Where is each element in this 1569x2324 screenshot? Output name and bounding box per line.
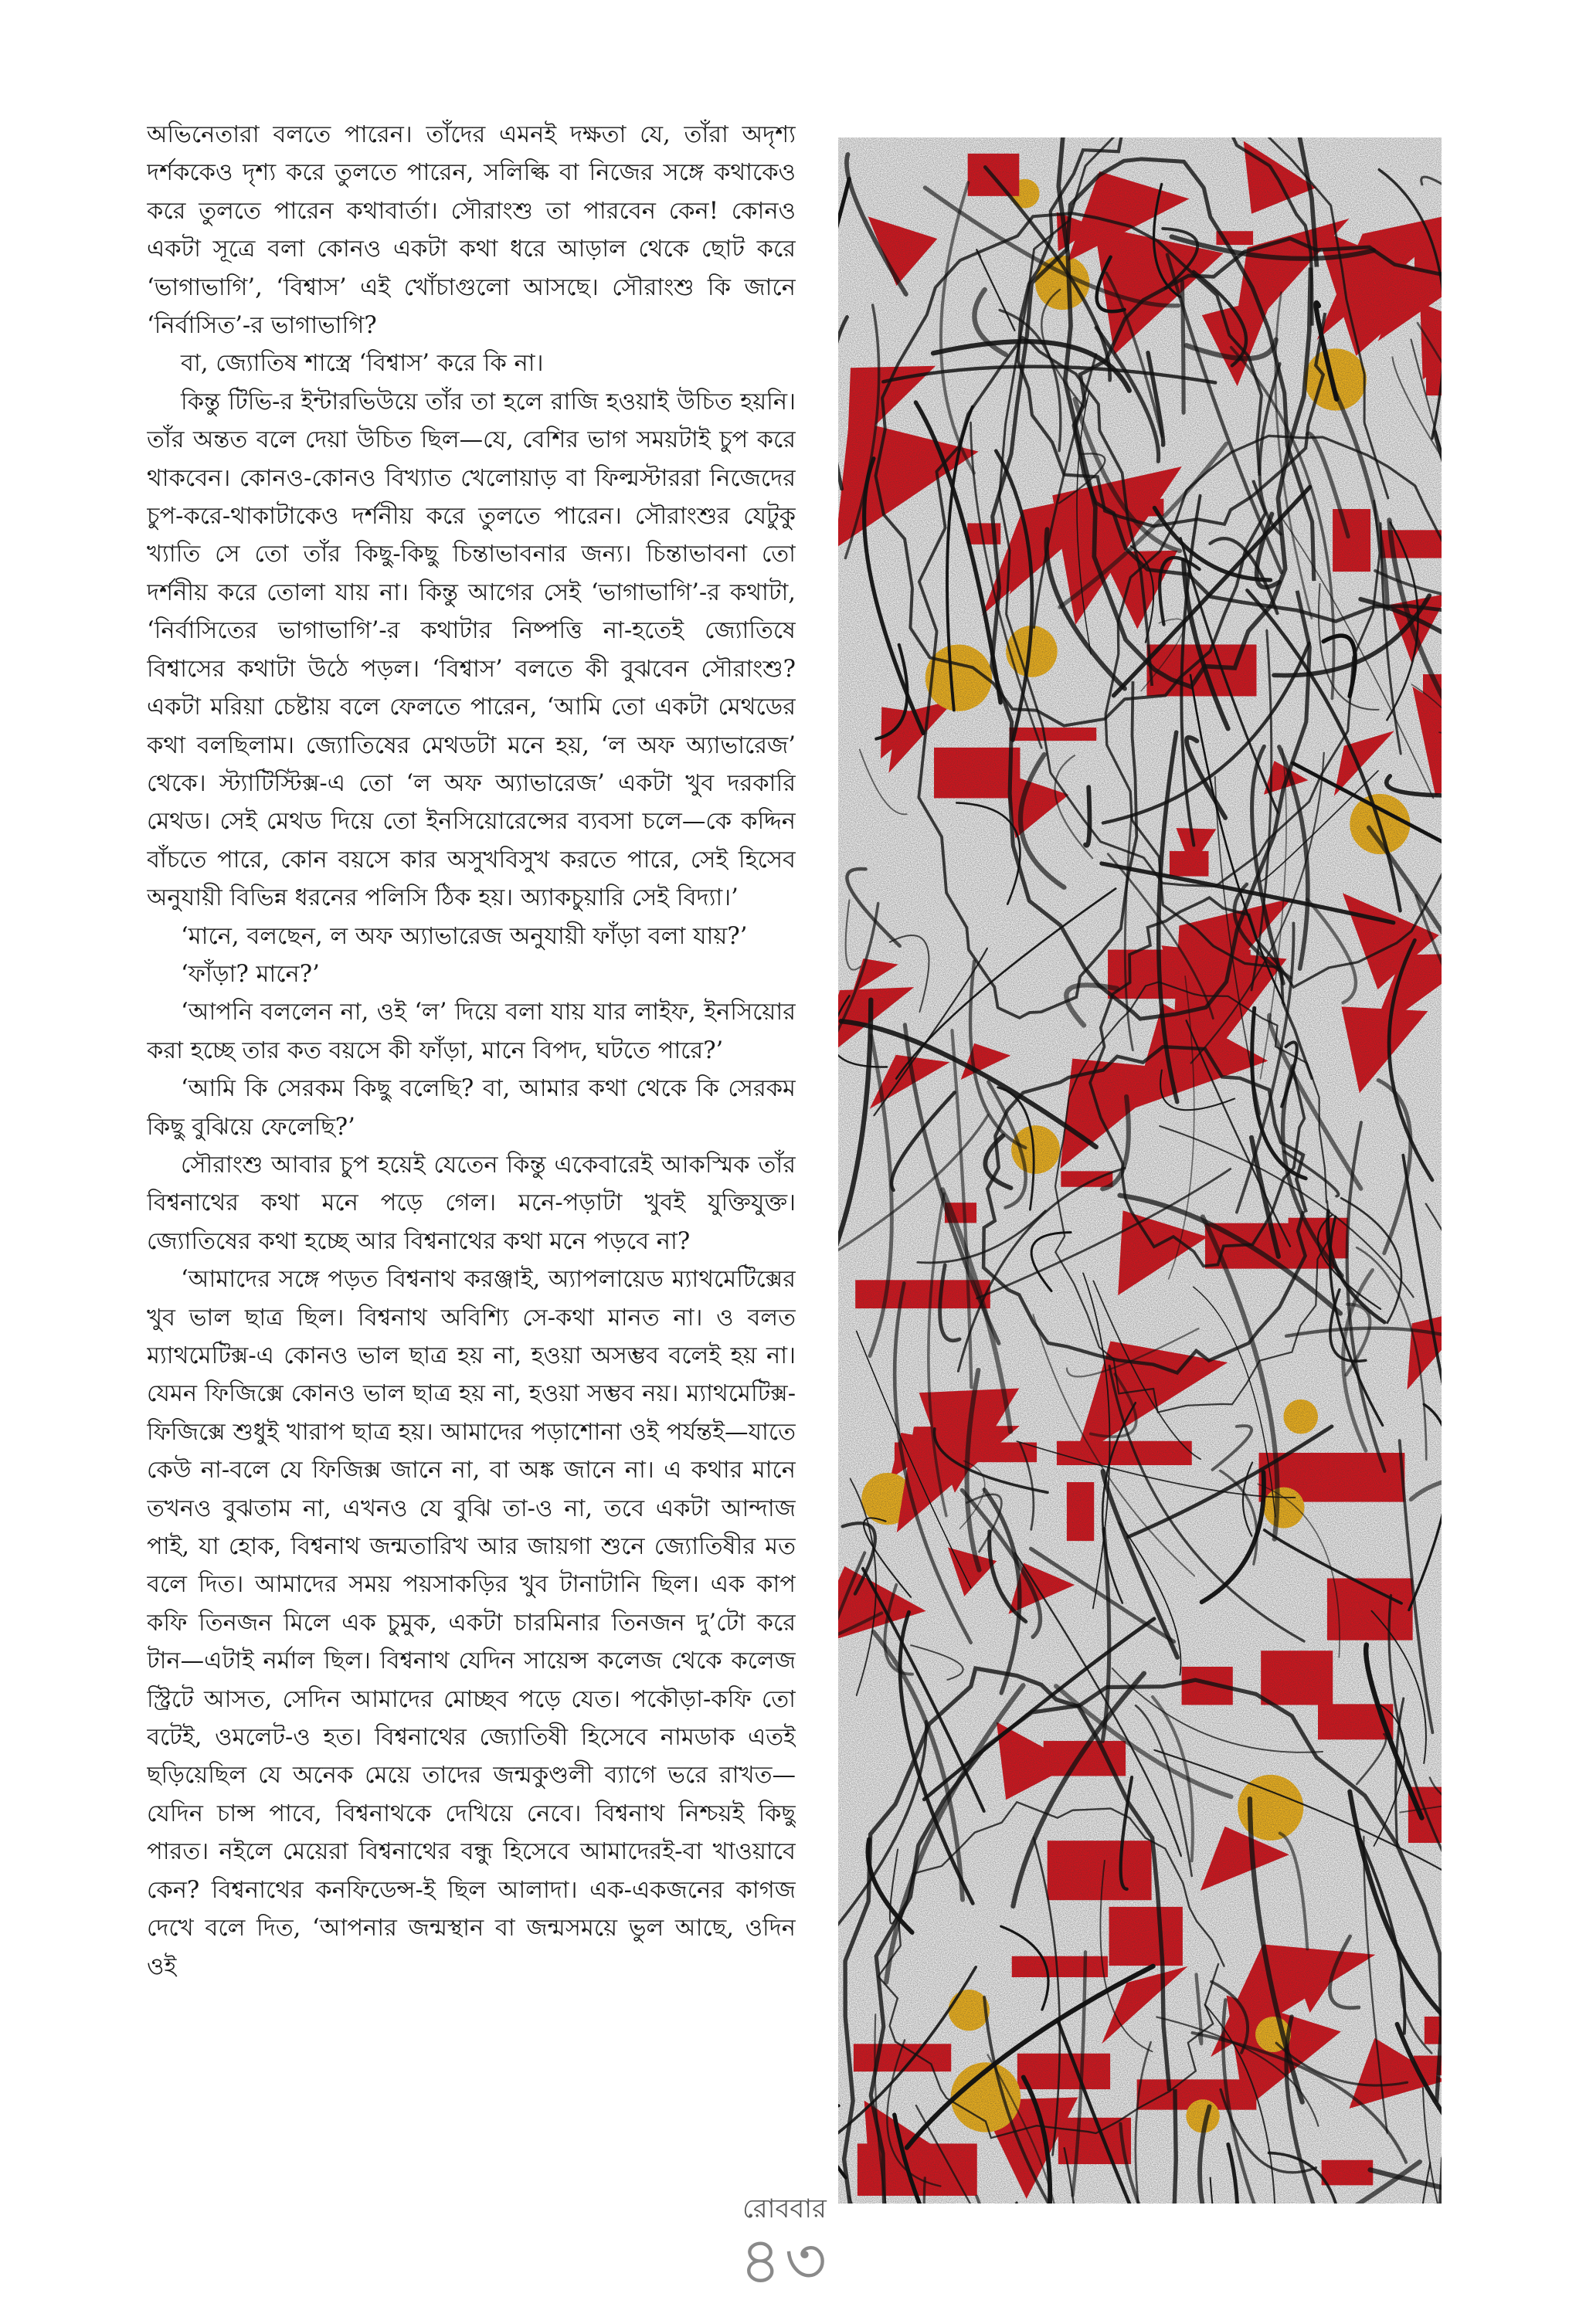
article-paragraph: অভিনেতারা বলতে পারেন। তাঁদের এমনই দক্ষতা যে, তাঁরা অদৃশ্য দর্শককেও দৃশ্য করে তুলতে পারেন, সলিল্কি বা নিজের সঙ্গে কথাকেও করে তুলতে পারেন কথাবার্তা। সৌরাংশু তা পারবেন কেন! কোনও একটা সূত্রে বলা কোনও একটা কথা ধরে আড়াল থেকে ছোট করে ‘ভাগাভাগি’, ‘বিশ্বাস’ এই খোঁচাগুলো আসছে। সৌরাংশু কি জানে ‘নির্বাসিত’-র ভাগাভাগি? <box>147 121 796 340</box>
abstract-artwork <box>838 137 1442 2204</box>
article-paragraph: ‘আমি কি সেরকম কিছু বলেছি? বা, আমার কথা থেকে কি সেরকম কিছু বুঝিয়ে ফেলেছি?’ <box>147 1075 796 1141</box>
article-paragraph: ‘আপনি বললেন না, ওই ‘ল’ দিয়ে বলা যায় যার লাইফ, ইনসিয়োর করা হচ্ছে তার কত বয়সে কী ফাঁড়া, মানে বিপদ, ঘটতে পারে?’ <box>147 999 796 1064</box>
article-text-column <box>147 116 796 2201</box>
article-paragraph: ‘আমাদের সঙ্গে পড়ত বিশ্বনাথ করঞ্জাই, অ্যাপলায়েড ম্যাথমেটিক্সের খুব ভাল ছাত্র ছিল। বিশ্বনাথ অবিশ্যি সে-কথা মানত না। ও বলত ম্যাথমেটিক্স-এ কোনও ভাল ছাত্র হয় না, হওয়া অসম্ভব বলেই হয় না। যেমন ফিজিক্সে কোনও ভাল ছাত্র হয় না, হওয়া সম্ভব নয়। ম্যাথমেটিক্স-ফিজিক্সে শুধুই খারাপ ছাত্র হয়। আমাদের পড়াশোনা ওই পর্যন্তই—যাতে কেউ না-বলে যে ফিজিক্স জানে না, বা অঙ্ক জানে না। এ কথার মানে তখনও বুঝতাম না, এখনও যে বুঝি তা-ও না, তবে একটা আন্দাজ পাই, যা হোক, বিশ্বনাথ জন্মতারিখ আর জায়গা শুনে জ্যোতিষীর মত বলে দিত। আমাদের সময় পয়সাকড়ির খুব টানাটানি ছিল। এক কাপ কফি তিনজন মিলে এক চুমুক, একটা চারমিনার তিনজন দু’টো করে টান—এটাই নর্মাল ছিল। বিশ্বনাথ যেদিন সায়েন্স কলেজ থেকে কলেজ স্ট্রিটে আসত, সেদিন আমাদের মোচ্ছব পড়ে যেত। পকৌড়া-কফি তো বটেই, ওমলেট-ও হত। বিশ্বনাথের জ্যোতিষী হিসেবে নামডাক এতই ছড়িয়েছিল যে অনেক মেয়ে তাদের জন্মকুণ্ডলী ব্যাগে ভরে রাখত—যেদিন চান্স পাবে, বিশ্বনাথকে দেখিয়ে নেবে। বিশ্বনাথ নিশ্চয়ই কিছু পারত। নইলে মেয়েরা বিশ্বনাথের বন্ধু হিসেবে আমাদেরই-বা খাওয়াবে কেন? বিশ্বনাথের কনফিডেন্স-ই ছিল আলাদা। এক-একজনের কাগজ দেখে বলে দিত, ‘আপনার জন্মস্থান বা জন্মসময়ে ভুল আছে, ওদিন ওই <box>147 1266 796 1980</box>
article-paragraph: বা, জ্যোতিষ শাস্ত্রে ‘বিশ্বাস’ করে কি না। <box>181 350 544 378</box>
magazine-name: রোববার <box>742 2193 827 2224</box>
artwork-illustration <box>838 137 1442 2204</box>
page-number: ৪৩ <box>739 2223 830 2299</box>
article-paragraph: ‘ফাঁড়া? মানে?’ <box>181 960 320 988</box>
article-paragraph: কিন্তু টিভি-র ইন্টারভিউয়ে তাঁর তা হলে রাজি হওয়াই উচিত হয়নি। তাঁর অন্তত বলে দেয়া উচিত ছিল—যে, বেশির ভাগ সময়টাই চুপ করে থাকবেন। কোনও-কোনও বিখ্যাত খেলোয়াড় বা ফিল্মস্টাররা নিজেদের চুপ-করে-থাকাটাকেও দর্শনীয় করে তুলতে পারেন। সৌরাংশুর যেটুকু খ্যাতি সে তো তাঁর কিছু-কিছু চিন্তাভাবনার জন্য। চিন্তাভাবনা তো দর্শনীয় করে তোলা যায় না। কিন্তু আগের সেই ‘ভাগাভাগি’-র কথাটা, ‘নির্বাসিতের ভাগাভাগি’-র কথাটার নিষ্পত্তি না-হতেই জ্যোতিষে বিশ্বাসের কথাটা উঠে পড়ল। ‘বিশ্বাস’ বলতে কী বুঝবেন সৌরাংশু? একটা মরিয়া চেষ্টায় বলে ফেলতে পারেন, ‘আমি তো একটা মেথডের কথা বলছিলাম। জ্যোতিষের মেথডটা মনে হয়, ‘ল অফ অ্যাভারেজ’ থেকে। স্ট্যাটিস্টিক্স-এ তো ‘ল অফ অ্যাভারেজ’ একটা খুব দরকারি মেথড। সেই মেথড দিয়ে তো ইনসিয়োরেন্সের ব্যবসা চলে—কে কদ্দিন বাঁচতে পারে, কোন বয়সে কার অসুখবিসুখ করতে পারে, সেই হিসেব অনুযায়ী বিভিন্ন ধরনের পলিসি ঠিক হয়। অ্যাকচুয়ারি সেই বিদ্যা।’ <box>147 388 796 912</box>
article-paragraph: সৌরাংশু আবার চুপ হয়েই যেতেন কিন্তু একেবারেই আকস্মিক তাঁর বিশ্বনাথের কথা মনে পড়ে গেল। মনে-পড়াটা খুবই যুক্তিযুক্ত। জ্যোতিষের কথা হচ্ছে আর বিশ্বনাথের কথা মনে পড়বে না? <box>147 1151 796 1255</box>
article-paragraph: ‘মানে, বলছেন, ল অফ অ্যাভারেজ অনুযায়ী ফাঁড়া বলা যায়?’ <box>181 922 748 950</box>
page-footer <box>0 2192 1569 2299</box>
